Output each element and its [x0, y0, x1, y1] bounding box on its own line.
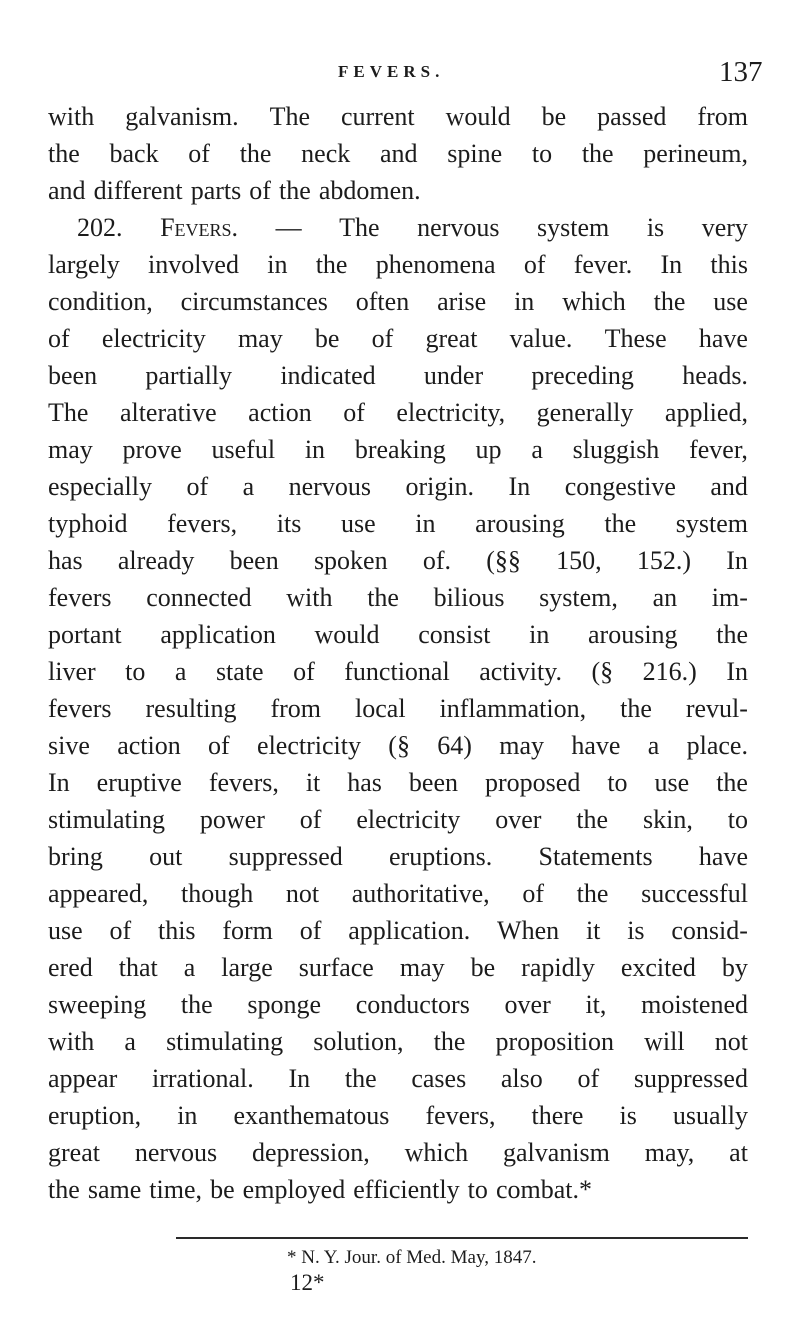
text-line: may prove useful in breaking up a sluggish fever, [48, 435, 748, 464]
text-line: stimulating power of electricity over the skin, to [48, 805, 748, 834]
text-line: eruption, in exanthematous fevers, there is usually [48, 1101, 748, 1130]
text-line: appeared, though not authoritative, of the successful [48, 879, 748, 908]
text-line: of electricity may be of great value. These have [48, 324, 748, 353]
text-line: condition, circumstances often arise in which the use [48, 287, 748, 316]
text-line: the back of the neck and spine to the perineum, [48, 139, 748, 168]
text-line: The alterative action of electricity, generally applied, [48, 398, 748, 427]
text-line: 202. Fevers. — The nervous system is very [77, 213, 748, 242]
footnote-rule [176, 1237, 748, 1239]
text-line: fevers connected with the bilious system, an im- [48, 583, 748, 612]
text-line: appear irrational. In the cases also of suppressed [48, 1064, 748, 1093]
text-line: portant application would consist in arousing the [48, 620, 748, 649]
body-text [48, 98, 748, 1208]
text-line: great nervous depression, which galvanism may, at [48, 1138, 748, 1167]
running-head: FEVERS. [338, 62, 445, 81]
text-line: has already been spoken of. (§§ 150, 152.) In [48, 546, 748, 575]
text-line: largely involved in the phenomena of fever. In this [48, 250, 748, 279]
text-line: with galvanism. The current would be passed from [48, 102, 748, 131]
text-line: sweeping the sponge conductors over it, moistened [48, 990, 748, 1019]
text-line: sive action of electricity (§ 64) may have a place. [48, 731, 748, 760]
signature-mark: 12* [290, 1270, 325, 1295]
text-line: In eruptive fevers, it has been proposed to use the [48, 768, 748, 797]
text-line: been partially indicated under preceding heads. [48, 361, 748, 390]
text-line: liver to a state of functional activity. (§ 216.) In [48, 657, 748, 686]
text-line: typhoid fevers, its use in arousing the system [48, 509, 748, 538]
text-line: fevers resulting from local inflammation, the revul- [48, 694, 748, 723]
text-line: use of this form of application. When it is consid- [48, 916, 748, 945]
text-line: ered that a large surface may be rapidly excited by [48, 953, 748, 982]
text-line: with a stimulating solution, the proposition will not [48, 1027, 748, 1056]
page-number: 137 [719, 56, 763, 88]
text-line: the same time, be employed efficiently to combat.* [48, 1175, 592, 1204]
footnote: * N. Y. Jour. of Med. May, 1847. [287, 1247, 537, 1268]
text-line: bring out suppressed eruptions. Statements have [48, 842, 748, 871]
text-line: and different parts of the abdomen. [48, 176, 421, 205]
text-line: especially of a nervous origin. In congestive and [48, 472, 748, 501]
